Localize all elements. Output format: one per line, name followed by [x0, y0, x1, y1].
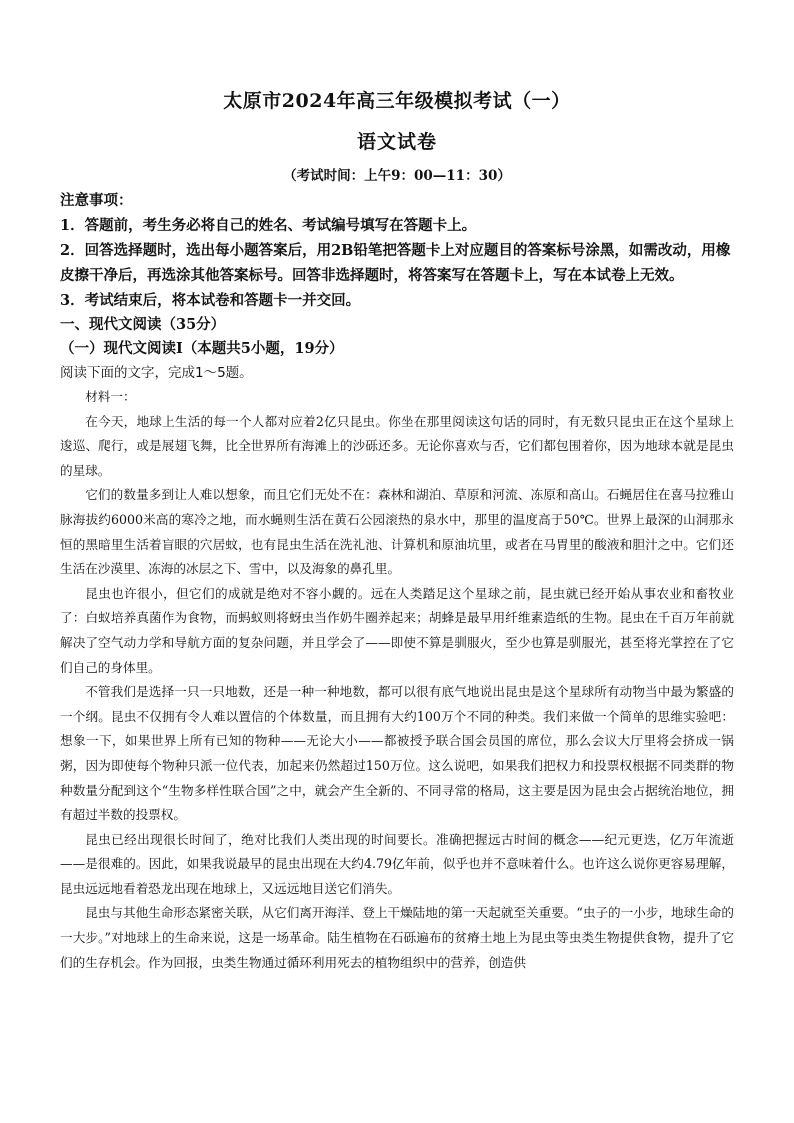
- material-paragraph: 它们的数量多到让人难以想象，而且它们无处不在：森林和湖泊、草原和河流、冻原和高山。石蝇居住在喜马拉雅山脉海拔约6000米高的寒冷之地，而水蝇则生活在黄石公园滚热的泉水中，那里的温度高于50℃。世界上最深的山洞那永恒的黑暗里生活着盲眼的穴居蚊，也有昆虫生活在洗礼池、计算机和原油坑里，或者在马胃里的酸液和胆汁之中。它们还生活在沙漠里、冻海的冰层之下、雪中，以及海象的鼻孔里。: [60, 487, 734, 577]
- section-subtitle: （一）现代文阅读Ⅰ（本题共5小题，19分）: [60, 340, 344, 357]
- material-paragraph: 昆虫已经出现很长时间了，绝对比我们人类出现的时间要长。准确把握远古时间的概念——纪元更迭，亿万年流逝——是很难的。因此，如果我说最早的昆虫出现在大约4.79亿年前，似乎也并不意味着什么。也许这么说你更容易理解，昆虫远远地看着恐龙出现在地球上，又远远地目送它们消失。: [60, 831, 734, 896]
- reading-material: [60, 385, 734, 975]
- section-title: 一、现代文阅读（35分）: [60, 316, 226, 333]
- paper-subtitle: 语文试卷: [356, 131, 437, 153]
- material-paragraph: 昆虫也许很小，但它们的成就是绝对不容小觑的。远在人类踏足这个星球之前，昆虫就已经开始从事农业和畜牧业了：白蚁培养真菌作为食物，而蚂蚁则将蚜虫当作奶牛圈养起来；胡蜂是最早用纤维素造纸的生物。昆虫在千百万年前就解决了空气动力学和导航方面的复杂问题，并且学会了——即使不算是驯服火，至少也算是驯服光，甚至将光掌控在了它们自己的身体里。: [60, 585, 734, 675]
- exam-title: 太原市2024年高三年级模拟考试（一）: [223, 90, 571, 112]
- material-paragraph: 昆虫与其他生命形态紧密关联，从它们离开海洋、登上干燥陆地的第一天起就至关重要。“虫子的一小步，地球生命的一大步。”对地球上的生命来说，这是一场革命。陆生植物在石砾遍布的贫瘠土地上为昆虫等虫类生物提供食物，提升了它们的生存机会。作为回报，虫类生物通过循环利用死去的植物组织中的营养，创造供: [60, 905, 734, 970]
- material-label: 材料一：: [85, 389, 136, 404]
- section-instruction: 阅读下面的文字，完成1～5题。: [60, 365, 253, 381]
- exam-time: （考试时间：上午9：00—11：30）: [283, 168, 511, 184]
- note-item: 2．回答选择题时，选出每小题答案后，用2B铅笔把答题卡上对应题目的答案标号涂黑，如需改动，用橡皮擦干净后，再选涂其他答案标号。回答非选择题时，将答案写在答题卡上，写在本试卷上无效。: [60, 242, 731, 284]
- note-item: 3．考试结束后，将本试卷和答题卡一并交回。: [60, 292, 361, 309]
- material-paragraph: 在今天，地球上生活的每一个人都对应着2亿只昆虫。你坐在那里阅读这句话的同时，有无数只昆虫正在这个星球上逡巡、爬行，或是展翅飞舞，比全世界所有海滩上的沙砾还多。无论你喜欢与否，它们都包围着你，因为地球本就是昆虫的星球。: [60, 413, 734, 478]
- notes-block: [60, 188, 734, 313]
- note-item: 1．答题前，考生务必将自己的姓名、考试编号填写在答题卡上。: [60, 217, 477, 234]
- material-paragraph: 不管我们是选择一只一只地数，还是一种一种地数，都可以很有底气地说出昆虫是这个星球所有动物当中最为繁盛的一个纲。昆虫不仅拥有令人难以置信的个体数量，而且拥有大约100万个不同的种类。我们来做一个简单的思维实验吧：想象一下，如果世界上所有已知的物种——无论大小——都被授予联合国会员国的席位，那么会议大厅里将会挤成一锅粥，因为即使每个物种只派一位代表，加起来仍然超过150万位。这么说吧，如果我们把权力和投票权根据不同类群的物种数量分配到这个“生物多样性联合国”之中，就会产生全新的、不同寻常的格局，这主要是因为昆虫会占据统治地位，拥有超过半数的投票权。: [60, 684, 734, 823]
- notes-heading: 注意事项：: [60, 192, 133, 209]
